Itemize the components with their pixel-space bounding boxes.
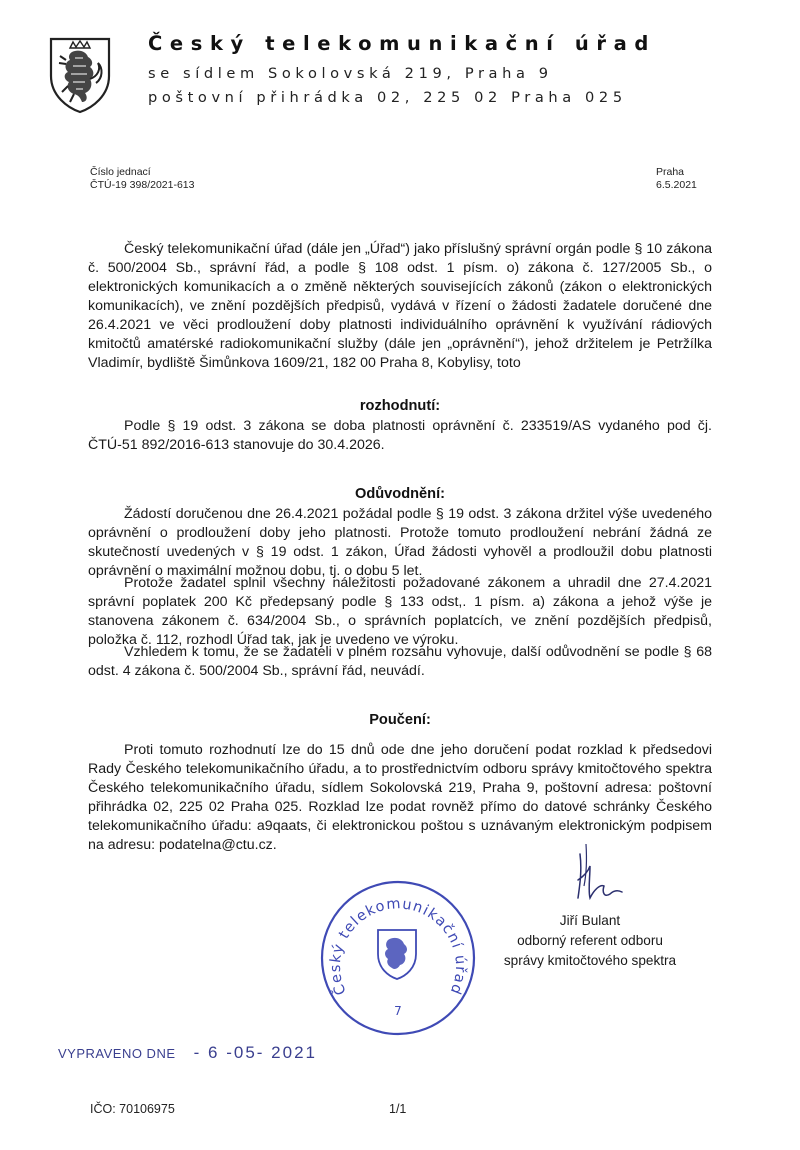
instruction-text: Proti tomuto rozhodnutí lze do 15 dnů ode dne jeho doručení podat rozklad k předsedovi Rady Českého telekomunikačního úřadu, a to prostřednictvím odboru správy kmitočtového spektra Českého telekomunikačního úřadu, sídlem Sokolovská 219, Praha 9, poštovní adresa: poštovní přihrádka 02, 225 02 Praha 025. Rozklad lze podat rovněž přímo do datové schránky Českého telekomunikačního úřadu: a9qaats, či elektronickou poštou s uznávaným elektronickým podpisem na adresu: podatelna@ctu.cz.	[88, 742, 712, 853]
decision-text: Podle § 19 odst. 3 zákona se doba platnosti oprávnění č. 233519/AS vydaného pod čj. ČTÚ-51 892/2016-613 stanovuje do 30.4.2026.	[88, 418, 712, 453]
office-address-line: se sídlem Sokolovská 219, Praha 9	[148, 65, 553, 82]
stamp-number: 7	[394, 1004, 402, 1018]
reasoning-paragraph-3: Vzhledem k tomu, že se žadateli v plném rozsahu vyhovuje, další odůvodnění se podle § 68 odst. 4 zákona č. 500/2004 Sb., správní řád, neuvádí.	[88, 644, 712, 679]
dispatch-stamp	[58, 1043, 317, 1063]
page-number: 1/1	[389, 1102, 407, 1116]
reasoning-heading: Odůvodnění:	[355, 486, 445, 502]
company-id: IČO: 70106975	[90, 1102, 175, 1116]
dispatch-label: VYPRAVENO DNE	[58, 1046, 176, 1061]
handwritten-signature	[566, 840, 626, 904]
coat-of-arms-logo	[48, 36, 112, 114]
intro-paragraph: Český telekomunikační úřad (dále jen „Úřad“) jako příslušný správní orgán podle § 10 zákona č. 500/2004 Sb., správní řád, a podle § 108 odst. 1 písm. o) zákona č. 127/2005 Sb., o elektronických komunikacích a o změně některých souvisejících zákonů (zákon o elektronických komunikacích), ve znění pozdějších předpisů, vydává v řízení o žádosti žadatele doručené dne 26.4.2021 ve věci prodloužení doby platnosti individuálního oprávnění k využívání rádiových kmitočtů amatérské radiokomunikační služby (dále jen „oprávnění“), jehož držitelem je Petržílka Vladimír, bydliště Šimůnkova 1609/21, 182 00 Praha 8, Kobylisy, toto	[88, 241, 712, 371]
office-name-heading: Český telekomunikační úřad	[148, 32, 656, 55]
signatory-role-line-1: odborný referent odboru	[517, 933, 663, 948]
signatory-name: Jiří Bulant	[559, 913, 621, 928]
signatory-block	[470, 911, 710, 971]
reasoning-paragraph-1: Žádostí doručenou dne 26.4.2021 požádal podle § 19 odst. 3 zákona držitel výše uvedeného oprávnění o prodloužení doby jeho platnosti. Protože tomuto prodloužení nebrání žádná ze skutečností uvedených v § 19 odst. 1 zákon, Úřad žádosti vyhověl a prodloužil dobu platnosti oprávnění o maximální možnou dobu, tj. o dobu 5 let.	[88, 506, 712, 579]
place-label: Praha	[656, 166, 685, 178]
office-postbox-line: poštovní přihrádka 02, 225 02 Praha 025	[148, 89, 627, 106]
decision-heading: rozhodnutí:	[359, 398, 441, 414]
document-date: 6.5.2021	[656, 179, 697, 191]
reference-label: Číslo jednací	[90, 166, 151, 178]
reference-number: ČTÚ-19 398/2021-613	[90, 179, 195, 191]
stamp-ring-text: Český telekomunikační úřad	[327, 896, 469, 998]
official-stamp	[318, 878, 478, 1038]
signatory-role-line-2: správy kmitočtového spektra	[503, 953, 677, 968]
instruction-heading: Poučení:	[369, 712, 431, 728]
reasoning-paragraph-2: Protože žadatel splnil všechny náležitosti požadované zákonem a uhradil dne 27.4.2021 správní poplatek 200 Kč předepsaný podle § 133 odst,. 1 písm. a) zákona a jehož výše je stanovena zákonem č. 634/2004 Sb., o správních poplatcích, ve znění pozdějších předpisů, položka č. 112, rozhodl Úřad tak, jak je uvedeno ve výroku.	[88, 575, 712, 648]
dispatch-date: - 6 -05- 2021	[193, 1043, 317, 1062]
